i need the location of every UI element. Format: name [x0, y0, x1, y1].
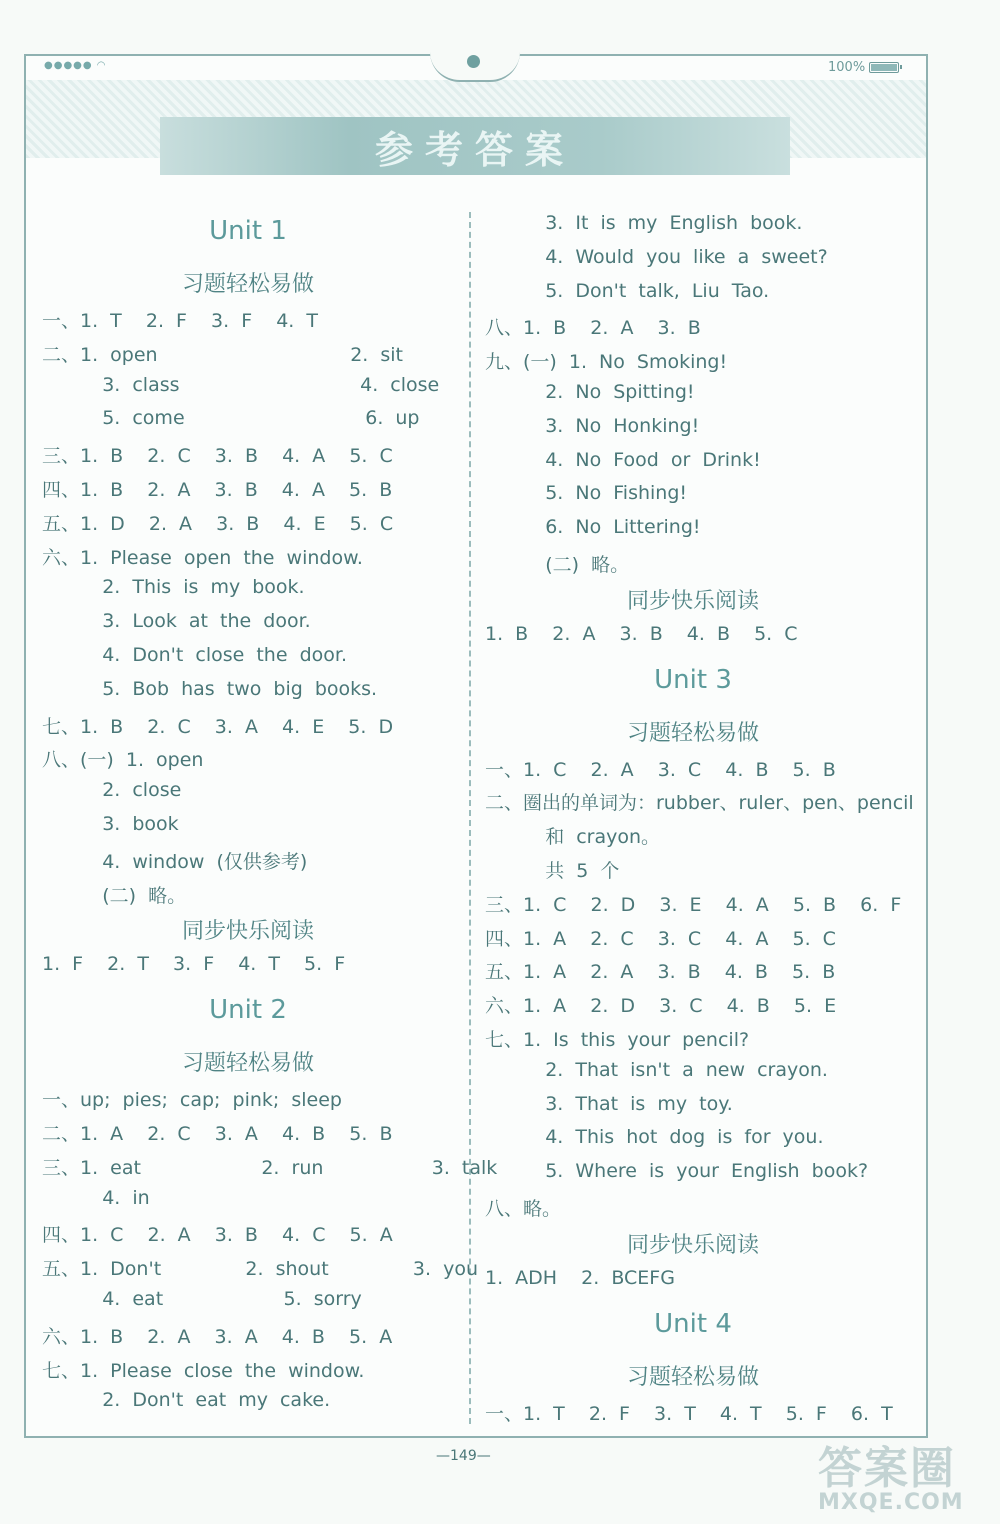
watermark-title: 答案圈 [818, 1443, 956, 1494]
answer-line: 三、1. eat 2. run 3. talk [42, 1156, 498, 1179]
answer-line: 5. Bob has two big books. [42, 677, 378, 700]
answer-line: 2. close [42, 779, 182, 802]
section-heading: 同步快乐阅读 [626, 588, 760, 614]
answer-line: 3. class 4. close [42, 373, 440, 396]
watermark-logo [818, 1432, 964, 1515]
unit-heading: Unit 2 [209, 995, 287, 1026]
page-title: 参考答案 [374, 127, 575, 172]
answer-line: 三、1. B 2. C 3. B 4. A 5. C [42, 445, 393, 468]
page-number: —149— [436, 1448, 491, 1464]
answer-line: 2. That isn't a new crayon. [485, 1058, 828, 1081]
answer-line: 6. No Littering! [485, 516, 701, 539]
section-heading: 同步快乐阅读 [181, 919, 315, 945]
answer-line: 共 5 个 [485, 860, 620, 882]
section-heading: 习题轻松易做 [626, 1364, 760, 1390]
answer-line: 三、1. C 2. D 3. E 4. A 5. B 6. F [485, 893, 902, 916]
answer-line: 5. come 6. up [42, 407, 420, 430]
unit-heading: Unit 3 [654, 664, 732, 695]
answer-line: 4. eat 5. sorry [42, 1288, 362, 1310]
answer-line: 5. Don't talk, Liu Tao. [485, 279, 770, 302]
answer-line: 四、1. A 2. C 3. C 4. A 5. C [485, 927, 836, 950]
battery-status [828, 60, 899, 75]
answer-line: 七、1. Please close the window. [42, 1359, 365, 1382]
section-heading: 习题轻松易做 [181, 272, 315, 297]
answer-line: 七、1. Is this your pencil? [485, 1029, 750, 1051]
answer-line: 五、1. D 2. A 3. B 4. E 5. C [42, 512, 394, 535]
answer-line: 四、1. B 2. A 3. B 4. A 5. B [42, 479, 393, 501]
answer-line: 七、1. B 2. C 3. A 4. E 5. D [42, 715, 394, 738]
answer-line: 一、1. T 2. F 3. T 4. T 5. F 6. T [485, 1402, 893, 1425]
answer-line: 2. Don't eat my cake. [42, 1389, 331, 1412]
signal-indicator: ●●●●● ◠ [44, 60, 107, 71]
answer-line: 二、1. A 2. C 3. A 4. B 5. B [42, 1123, 393, 1145]
answer-line: (二) 略。 [42, 884, 187, 907]
answer-line: 5. No Fishing! [485, 482, 688, 505]
camera-dot-icon [467, 55, 480, 68]
section-heading: 同步快乐阅读 [626, 1232, 760, 1258]
answer-line: 六、1. Please open the window. [42, 546, 363, 569]
answer-line: 1. F 2. T 3. F 4. T 5. F [42, 953, 346, 976]
answer-line: 5. Where is your English book? [485, 1160, 869, 1183]
answer-line: 八、1. B 2. A 3. B [485, 317, 701, 340]
answer-line: 4. Would you like a sweet? [485, 245, 828, 268]
unit-heading: Unit 4 [654, 1308, 732, 1339]
answer-line: 3. No Honking! [485, 414, 700, 437]
answer-line: (二) 略。 [485, 554, 630, 576]
battery-icon [869, 62, 899, 73]
answer-line: 一、1. C 2. A 3. C 4. B 5. B [485, 758, 836, 781]
answer-line: 4. Don't close the door. [42, 644, 347, 666]
answer-line: 一、1. T 2. F 3. F 4. T [42, 310, 318, 332]
answer-line: 二、1. open 2. sit [42, 343, 404, 366]
answer-line: 1. B 2. A 3. B 4. B 5. C [485, 622, 798, 645]
answer-line: 和 crayon。 [485, 826, 661, 849]
answer-line: 4. No Food or Drink! [485, 448, 761, 471]
answer-line: 二、圈出的单词为：rubber、ruler、pen、pencil [485, 792, 914, 815]
title-banner [160, 117, 790, 175]
watermark-url: MXQE.COM [818, 1490, 964, 1515]
section-heading: 习题轻松易做 [626, 720, 760, 746]
answer-line: 4. in [42, 1186, 150, 1209]
answer-line: 3. It is my English book. [485, 212, 803, 234]
answer-line: 2. This is my book. [42, 576, 305, 599]
battery-percent: 100% [828, 60, 866, 75]
answer-line: 九、(一) 1. No Smoking! [485, 351, 728, 374]
answer-line: 六、1. B 2. A 3. A 4. B 5. A [42, 1325, 393, 1348]
answer-line: 八、(一) 1. open [42, 749, 204, 772]
answer-line: 3. That is my toy. [485, 1092, 733, 1115]
answer-line: 五、1. Don't 2. shout 3. you [42, 1258, 478, 1281]
answer-line: 3. Look at the door. [42, 610, 311, 633]
answer-line: 五、1. A 2. A 3. B 4. B 5. B [485, 961, 836, 984]
unit-heading: Unit 1 [209, 216, 287, 246]
answer-line: 1. ADH 2. BCEFG [485, 1266, 675, 1289]
answer-line: 3. book [42, 813, 179, 835]
answer-line: 四、1. C 2. A 3. B 4. C 5. A [42, 1224, 393, 1247]
answer-line: 2. No Spitting! [485, 381, 695, 403]
answer-line: 4. This hot dog is for you. [485, 1126, 824, 1149]
column-divider [469, 212, 471, 1424]
section-heading: 习题轻松易做 [181, 1051, 315, 1077]
answer-line: 八、略。 [485, 1198, 562, 1220]
answer-line: 4. window (仅供参考) [42, 850, 308, 873]
answer-line: 一、up; pies; cap; pink; sleep [42, 1089, 342, 1112]
answer-line: 六、1. A 2. D 3. C 4. B 5. E [485, 995, 837, 1018]
